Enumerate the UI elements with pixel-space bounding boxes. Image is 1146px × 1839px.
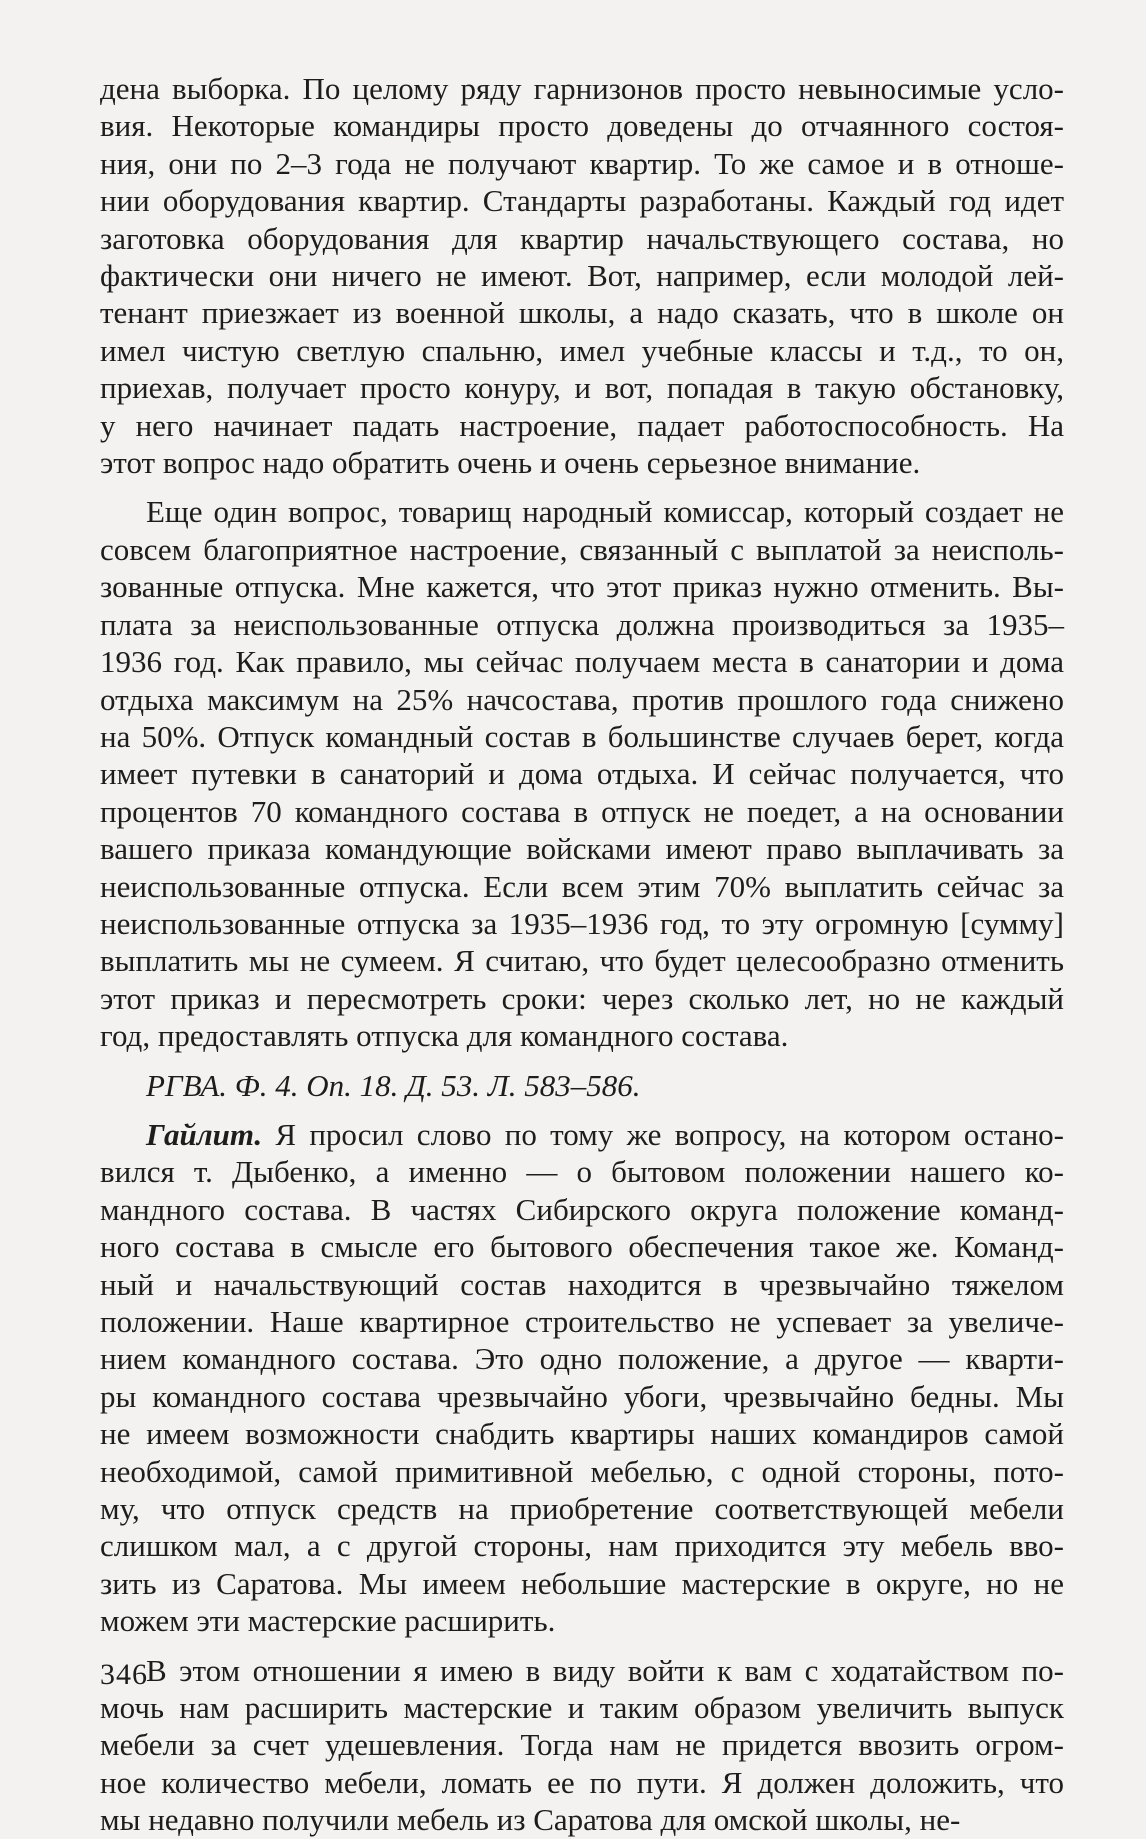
text-line: слишком мал, а с другой стороны, нам приходится эту мебель вво- bbox=[100, 1528, 1064, 1564]
text-line: не имеем возможности снабдить квартиры наших командиров самой bbox=[100, 1416, 1064, 1452]
text-line: неиспользованные отпуска. Если всем этим 70% выплатить сейчас за bbox=[100, 868, 1064, 904]
text-line: имеет путевки в санаторий и дома отдыха. И сейчас получается, что bbox=[100, 756, 1064, 792]
text-line: вился т. Дыбенко, а именно — о бытовом положении нашего ко- bbox=[100, 1154, 1064, 1190]
text-line: мебели за счет удешевления. Тогда нам не придется ввозить огром- bbox=[100, 1727, 1064, 1763]
text-line: ного состава в смысле его бытового обеспечения такое же. Команд- bbox=[100, 1229, 1064, 1265]
paragraph-housing-conditions bbox=[100, 70, 1064, 481]
paragraph-gap bbox=[100, 481, 1064, 493]
paragraph-gap bbox=[100, 1640, 1064, 1652]
text-line: ный и начальствующий состав находится в чрезвычайно тяжелом bbox=[100, 1266, 1064, 1302]
page-body bbox=[100, 70, 1064, 1839]
text-line: необходимой, самой примитивной мебелью, с одной стороны, пото- bbox=[100, 1453, 1064, 1489]
text-line: неиспользованные отпуска за 1935–1936 год, то эту огромную [сумму] bbox=[100, 905, 1064, 941]
text-line: у него начинает падать настроение, падает работоспособность. На bbox=[100, 407, 1064, 443]
text-line: положении. Наше квартирное строительство не успевает за увеличе- bbox=[100, 1304, 1064, 1339]
text-line: тенант приезжает из военной школы, а надо сказать, что в школе он bbox=[100, 295, 1064, 331]
text-line: му, что отпуск средств на приобретение соответствующей мебели bbox=[100, 1491, 1064, 1527]
text-line: плата за неиспользованные отпуска должна производиться за 1935– bbox=[100, 606, 1064, 642]
text-line: фактически они ничего не имеют. Вот, например, если молодой лей- bbox=[100, 258, 1064, 294]
text-line: вашего приказа командующие войсками имеют право выплачивать за bbox=[100, 831, 1064, 867]
paragraph-unused-leave bbox=[100, 493, 1064, 1054]
text-line: можем эти мастерские расширить. bbox=[100, 1603, 556, 1639]
paragraph-gailit-speech bbox=[100, 1116, 1064, 1640]
text-line: нием командного состава. Это одно положение, а другое — кварти- bbox=[100, 1341, 1064, 1377]
text-line: на 50%. Отпуск командный состав в большинстве случаев берет, когда bbox=[100, 718, 1064, 754]
text-line: зованные отпуска. Мне кажется, что этот приказ нужно отменить. Вы- bbox=[100, 569, 1064, 605]
speaker-name: Гайлит. bbox=[146, 1116, 263, 1152]
text-line: этот вопрос надо обратить очень и очень серьезное внимание. bbox=[100, 445, 921, 481]
speech-first-line-text: Я просил слово по тому же вопросу, на котором остано- bbox=[262, 1116, 1064, 1152]
text-line: ния, они по 2–3 года не получают квартир. То же самое и в отноше- bbox=[100, 145, 1064, 181]
text-line: мы недавно получили мебель из Саратова для омской школы, не- bbox=[100, 1802, 961, 1838]
text-line: нии оборудования квартир. Стандарты разработаны. Каждый год идет bbox=[100, 183, 1064, 219]
text-line: заготовка оборудования для квартир начальствующего состава, но bbox=[100, 220, 1064, 256]
text-line: имел чистую светлую спальню, имел учебные классы и т.д., то он, bbox=[100, 332, 1064, 368]
text-line: вия. Некоторые командиры просто доведены до отчаянного состоя- bbox=[100, 108, 1064, 144]
paragraph-gap bbox=[100, 1055, 1064, 1067]
text-line: ное количество мебели, ломать ее по пути. Я должен доложить, что bbox=[100, 1764, 1064, 1800]
text-line: зить из Саратова. Мы имеем небольшие мастерские в округе, но не bbox=[100, 1565, 1064, 1601]
archive-source-citation: РГВА. Ф. 4. Оп. 18. Д. 53. Л. 583–586. bbox=[146, 1067, 641, 1103]
text-line: Еще один вопрос, товарищ народный комиссар, который создает не bbox=[146, 494, 1064, 530]
text-line: мандного состава. В частях Сибирского округа положение команд- bbox=[100, 1191, 1064, 1227]
text-line: В этом отношении я имею в виду войти к вам с ходатайством по- bbox=[146, 1652, 1064, 1688]
paragraph-gap bbox=[100, 1104, 1064, 1116]
text-line: выплатить мы не сумеем. Я считаю, что будет целесообразно отменить bbox=[100, 943, 1064, 979]
text-line: отдыха максимум на 25% начсостава, против прошлого года снижено bbox=[100, 681, 1064, 717]
speech-first-line bbox=[100, 1116, 1064, 1153]
page-number: 346 bbox=[100, 1658, 148, 1691]
text-line: этот приказ и пересмотреть сроки: через сколько лет, но не каждый bbox=[100, 980, 1064, 1016]
text-line: дена выборка. По целому ряду гарнизонов просто невыносимые усло- bbox=[100, 71, 1064, 106]
text-line: мочь нам расширить мастерские и таким образом увеличить выпуск bbox=[100, 1690, 1064, 1726]
text-line: 1936 год. Как правило, мы сейчас получаем места в санатории и дома bbox=[100, 644, 1064, 680]
text-line: ры командного состава чрезвычайно убоги, чрезвычайно бедны. Мы bbox=[100, 1378, 1064, 1414]
text-line: процентов 70 командного состава в отпуск не поедет, а на основании bbox=[100, 793, 1064, 829]
text-line: приехав, получает просто конуру, и вот, попадая в такую обстановку, bbox=[100, 370, 1064, 406]
text-line: год, предоставлять отпуска для командного состава. bbox=[100, 1018, 789, 1054]
text-line: совсем благоприятное настроение, связанный с выплатой за неисполь- bbox=[100, 531, 1064, 567]
paragraph-furniture-request bbox=[100, 1652, 1064, 1839]
